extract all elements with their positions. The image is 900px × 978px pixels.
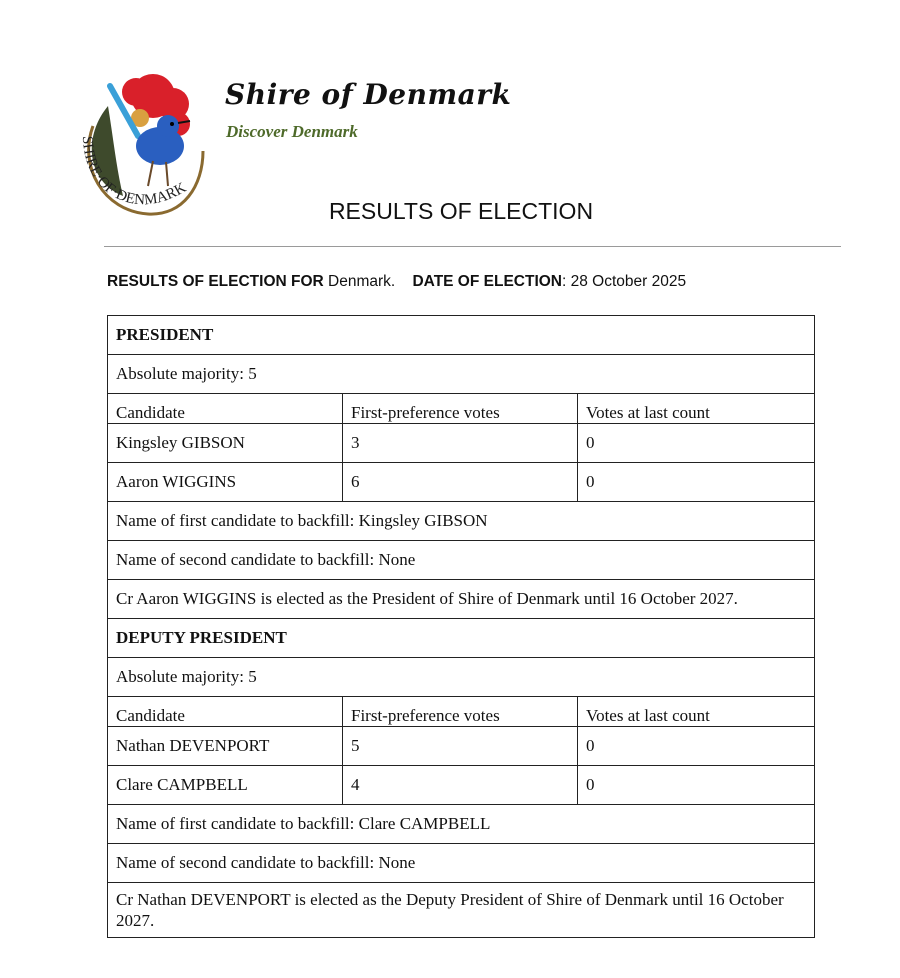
document-title: RESULTS OF ELECTION — [328, 198, 594, 224]
first-pref-votes: 6 — [343, 463, 578, 502]
column-header-candidate: Candidate — [108, 394, 343, 424]
column-header-candidate: Candidate — [108, 697, 343, 727]
election-meta — [107, 273, 686, 291]
election-outcome: Cr Nathan DEVENPORT is elected as the Deputy President of Shire of Denmark until 16 October 2027. — [108, 883, 815, 938]
first-pref-votes: 3 — [343, 424, 578, 463]
backfill-first: Name of first candidate to backfill: Kingsley GIBSON — [108, 502, 815, 541]
election-results-table — [107, 315, 815, 938]
section-heading-row — [108, 619, 815, 658]
column-header-row — [108, 697, 815, 727]
majority-row — [108, 658, 815, 697]
candidate-row — [108, 463, 815, 502]
date-label: DATE OF ELECTION — [412, 273, 562, 290]
absolute-majority: Absolute majority: 5 — [108, 658, 815, 697]
candidate-name: Aaron WIGGINS — [108, 463, 343, 502]
backfill-first-row — [108, 502, 815, 541]
column-header-last-count: Votes at last count — [578, 394, 815, 424]
first-pref-votes: 5 — [343, 727, 578, 766]
last-count-votes: 0 — [578, 727, 815, 766]
header-divider — [104, 246, 841, 247]
logo-ring-text: SHIRE·OF·DENMARK — [78, 135, 190, 209]
candidate-name: Nathan DEVENPORT — [108, 727, 343, 766]
section-heading-row — [108, 316, 815, 355]
column-header-row — [108, 394, 815, 424]
election-outcome: Cr Aaron WIGGINS is elected as the President of Shire of Denmark until 16 October 2027. — [108, 580, 815, 619]
last-count-votes: 0 — [578, 424, 815, 463]
outcome-row — [108, 883, 815, 938]
last-count-votes: 0 — [578, 463, 815, 502]
candidate-row — [108, 424, 815, 463]
results-value: Denmark. — [328, 273, 396, 290]
results-label: RESULTS OF ELECTION FOR — [107, 273, 324, 290]
backfill-second-row — [108, 541, 815, 580]
column-header-first-pref: First-preference votes — [343, 394, 578, 424]
backfill-first-row — [108, 805, 815, 844]
date-value: : 28 October 2025 — [562, 273, 687, 290]
candidate-row — [108, 766, 815, 805]
column-header-last-count: Votes at last count — [578, 697, 815, 727]
candidate-name: Kingsley GIBSON — [108, 424, 343, 463]
outcome-row — [108, 580, 815, 619]
candidate-row — [108, 727, 815, 766]
majority-row — [108, 355, 815, 394]
brand-title: Shire of Denmark — [225, 78, 512, 111]
brand-tagline: Discover Denmark — [226, 122, 358, 141]
backfill-second: Name of second candidate to backfill: None — [108, 541, 815, 580]
backfill-second-row — [108, 844, 815, 883]
first-pref-votes: 4 — [343, 766, 578, 805]
section-heading: DEPUTY PRESIDENT — [108, 619, 815, 658]
backfill-second: Name of second candidate to backfill: None — [108, 844, 815, 883]
candidate-name: Clare CAMPBELL — [108, 766, 343, 805]
last-count-votes: 0 — [578, 766, 815, 805]
backfill-first: Name of first candidate to backfill: Clare CAMPBELL — [108, 805, 815, 844]
column-header-first-pref: First-preference votes — [343, 697, 578, 727]
section-heading: PRESIDENT — [108, 316, 815, 355]
absolute-majority: Absolute majority: 5 — [108, 355, 815, 394]
